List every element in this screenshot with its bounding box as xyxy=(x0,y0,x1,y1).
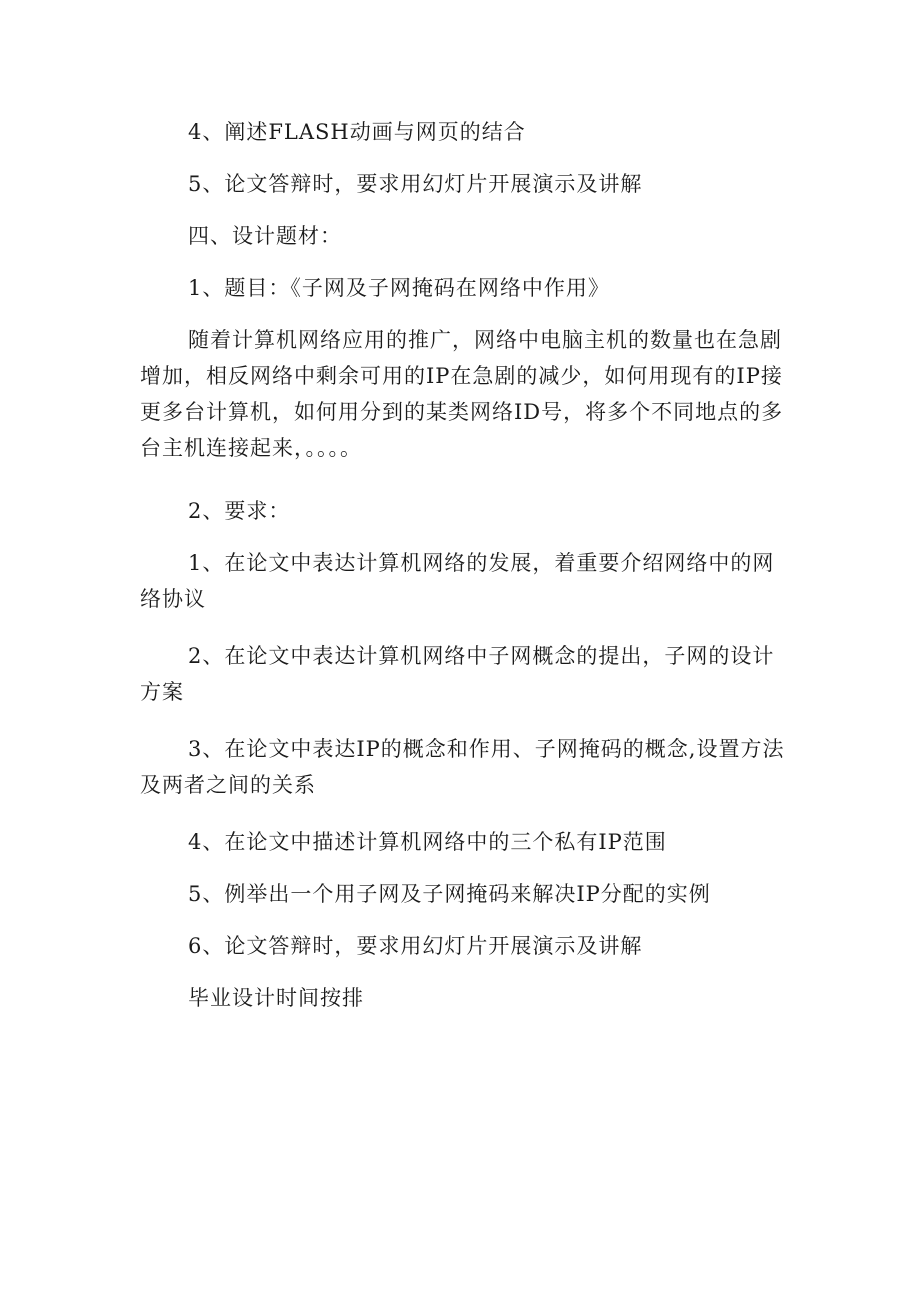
topic-title: 1、题目：《子网及子网掩码在网络中作用》 xyxy=(188,276,610,300)
requirement-item-3: 3、在论文中表达IP的概念和作用、子网掩码的概念,设置方法及两者之间的关系 xyxy=(140,737,785,797)
schedule-heading: 毕业设计时间按排 xyxy=(188,986,364,1010)
requirement-item-2: 2、在论文中表达计算机网络中子网概念的提出，子网的设计方案 xyxy=(140,644,775,704)
requirement-item-4: 4、在论文中描述计算机网络中的三个私有IP范围 xyxy=(188,830,667,854)
requirement-item-5: 5、例举出一个用子网及子网掩码来解决IP分配的实例 xyxy=(188,882,711,906)
section-heading-design-topic: 四、设计题材： xyxy=(188,224,342,248)
requirement-item-6: 6、论文答辩时，要求用幻灯片开展演示及讲解 xyxy=(188,934,643,958)
topic-description: 随着计算机网络应用的推广，网络中电脑主机的数量也在急剧增加，相反网络中剩余可用的IP在急剧的减少，如何用现有的IP接更多台计算机，如何用分到的某类网络ID号，将多个不同地点的多台主机连接起来，。。。。 xyxy=(140,328,784,460)
paragraph-item-4-flash: 4、阐述FLASH动画与网页的结合 xyxy=(188,120,526,144)
paragraph-item-5-defense: 5、论文答辩时，要求用幻灯片开展演示及讲解 xyxy=(188,172,643,196)
requirements-heading: 2、要求： xyxy=(188,499,291,523)
requirement-item-1: 1、在论文中表达计算机网络的发展，着重要介绍网络中的网络协议 xyxy=(140,551,775,611)
